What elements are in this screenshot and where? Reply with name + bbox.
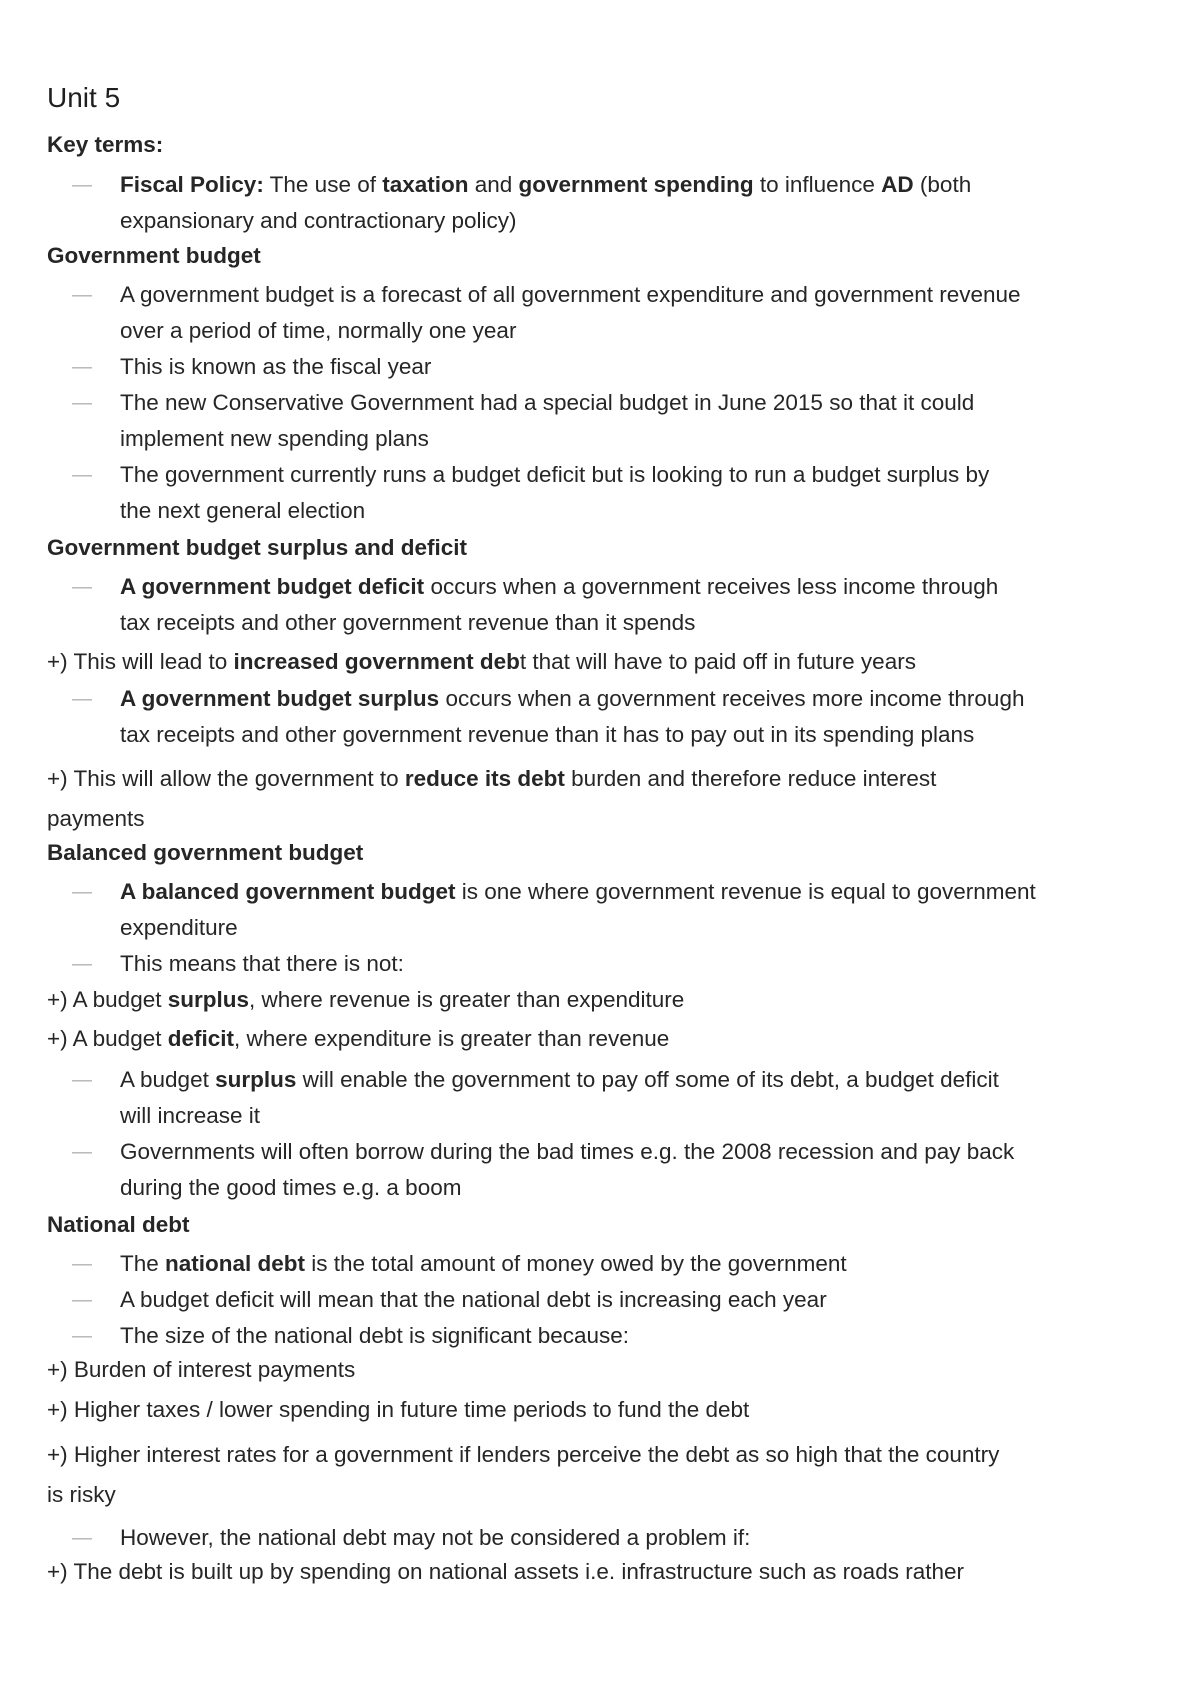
balanced-budget-heading: Balanced government budget — [47, 840, 364, 865]
bullet-text: The national debt is the total amount of money owed by the government — [120, 1251, 847, 1276]
bullet-text: However, the national debt may not be considered a problem if: — [120, 1525, 751, 1550]
dash-bullet-icon: — — [72, 1069, 92, 1091]
note-line: +) The debt is built up by spending on national assets i.e. infrastructure such as roads rather — [47, 1559, 964, 1584]
surplus-deficit-heading: Government budget surplus and deficit — [47, 535, 468, 560]
dash-bullet-icon: — — [72, 1289, 92, 1311]
dash-bullet-icon: — — [72, 688, 92, 710]
dash-bullet-icon: — — [72, 1141, 92, 1163]
note-line: +) Burden of interest payments — [47, 1357, 356, 1382]
bullet-text: A budget surplus will enable the government to pay off some of its debt, a budget deficit will increase it — [120, 1067, 999, 1128]
bullet-text: A government budget surplus occurs when a government receives more income through tax receipts and other government revenue than it has to pay out in its spending plans — [120, 686, 1025, 747]
note-line: +) A budget surplus, where revenue is greater than expenditure — [47, 987, 685, 1012]
note-line: +) A budget deficit, where expenditure is greater than revenue — [47, 1026, 670, 1051]
dash-bullet-icon: — — [72, 174, 92, 196]
bullet-text: This is known as the fiscal year — [120, 354, 432, 379]
bullet-text: A budget deficit will mean that the national debt is increasing each year — [120, 1287, 827, 1312]
dash-bullet-icon: — — [72, 1325, 92, 1347]
bullet-text: A government budget is a forecast of all government expenditure and government revenue over a period of time, normally one year — [120, 282, 1021, 343]
bullet-text: Fiscal Policy: The use of taxation and government spending to influence AD (both expansionary and contractionary policy) — [120, 172, 972, 233]
government-budget-heading: Government budget — [47, 243, 261, 268]
dash-bullet-icon: — — [72, 464, 92, 486]
bullet-text: The new Conservative Government had a special budget in June 2015 so that it could implement new spending plans — [120, 390, 975, 451]
bullet-text: This means that there is not: — [120, 951, 404, 976]
dash-bullet-icon: — — [72, 953, 92, 975]
dash-bullet-icon: — — [72, 356, 92, 378]
dash-bullet-icon: — — [72, 1253, 92, 1275]
bullet-text: Governments will often borrow during the bad times e.g. the 2008 recession and pay back during the good times e.g. a boom — [120, 1139, 1015, 1200]
bullet-text: The size of the national debt is significant because: — [120, 1323, 630, 1348]
bullet-text: A government budget deficit occurs when a government receives less income through tax receipts and other government revenue than it spends — [120, 574, 999, 635]
national-debt-heading: National debt — [47, 1212, 190, 1237]
dash-bullet-icon: — — [72, 881, 92, 903]
bullet-text: A balanced government budget is one where government revenue is equal to government expenditure — [120, 879, 1036, 940]
key-terms-heading: Key terms: — [47, 132, 164, 157]
note-line: +) Higher taxes / lower spending in future time periods to fund the debt — [47, 1397, 750, 1422]
dash-bullet-icon: — — [72, 1527, 92, 1549]
dash-bullet-icon: — — [72, 576, 92, 598]
note-line: +) This will lead to increased government debt that will have to paid off in future years — [47, 649, 916, 674]
dash-bullet-icon: — — [72, 392, 92, 414]
bullet-text: The government currently runs a budget deficit but is looking to run a budget surplus by the next general election — [120, 462, 990, 523]
page-title: Unit 5 — [47, 82, 121, 113]
note-line: +) This will allow the government to reduce its debt burden and therefore reduce interest payments — [47, 766, 937, 831]
dash-bullet-icon: — — [72, 284, 92, 306]
note-line: +) Higher interest rates for a government if lenders perceive the debt as so high that the country is risky — [47, 1442, 1000, 1507]
